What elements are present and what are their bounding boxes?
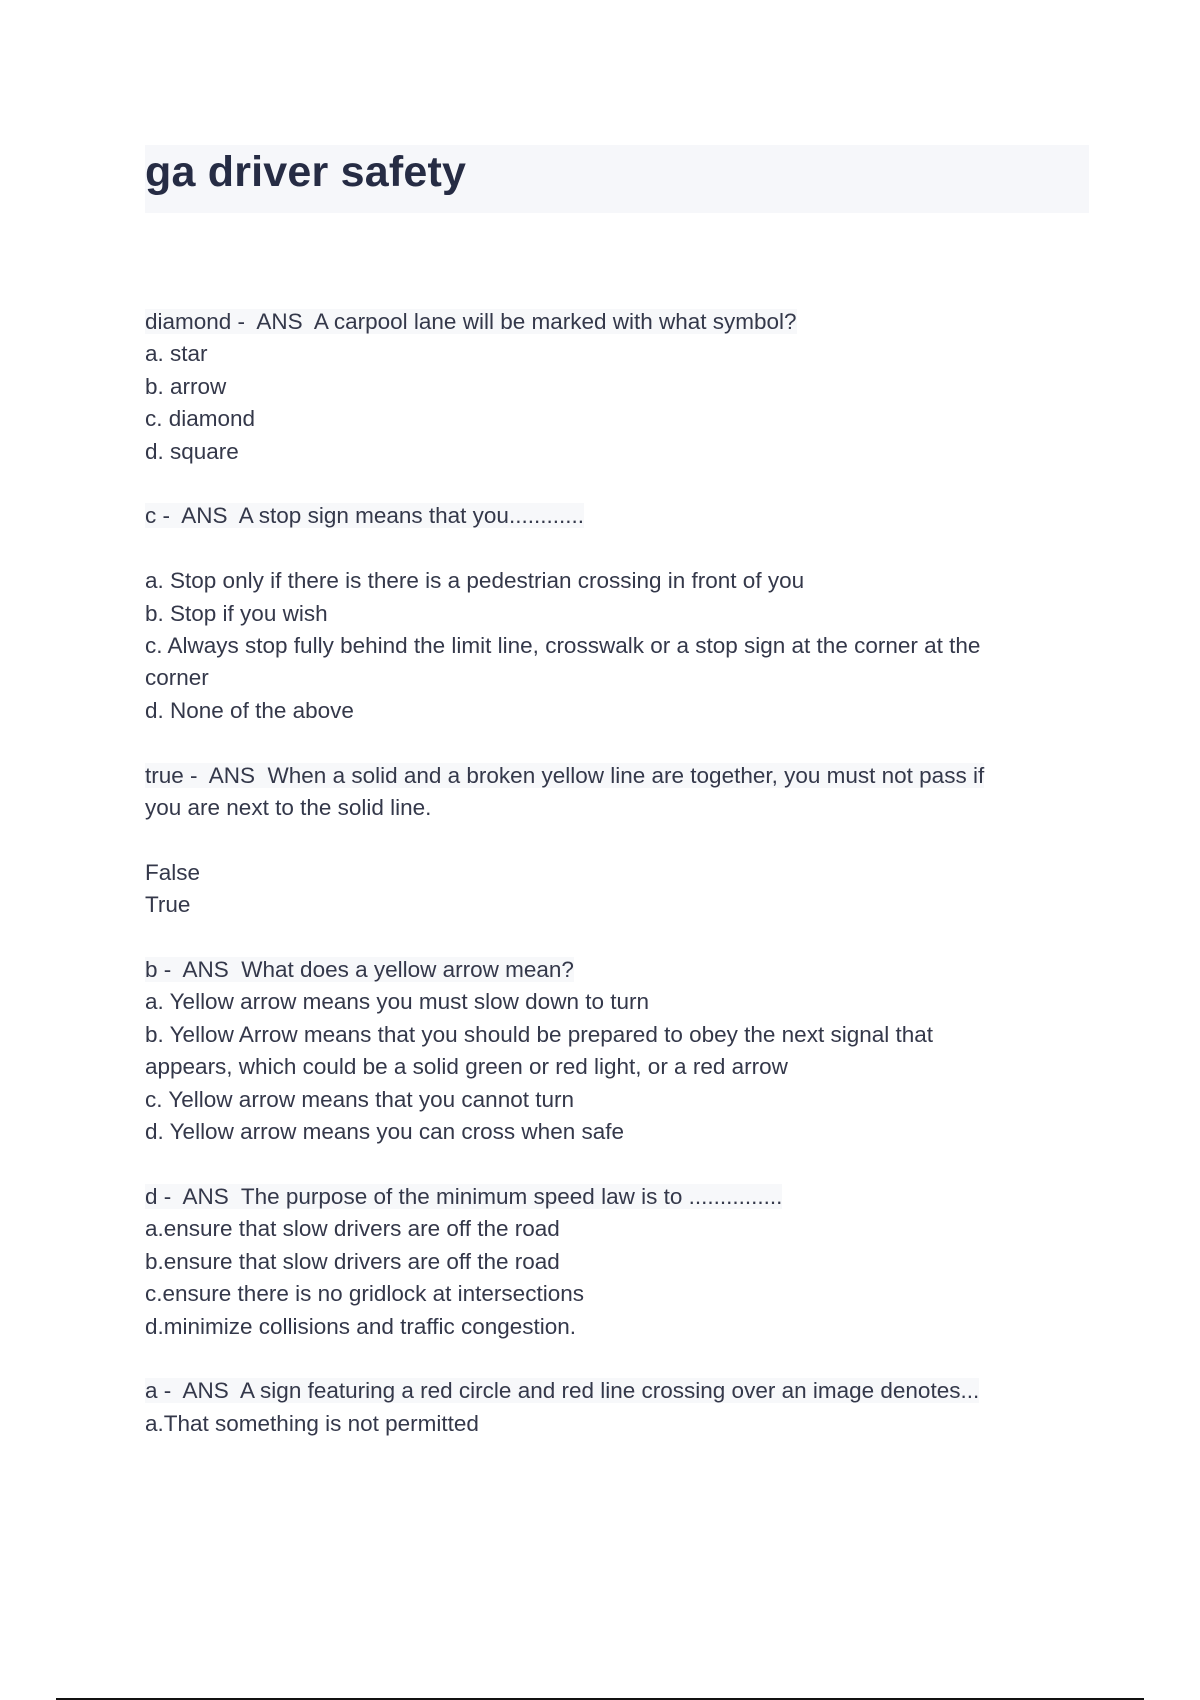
option-line: b.ensure that slow drivers are off the road: [145, 1248, 560, 1274]
option-line: b. arrow: [145, 373, 227, 399]
qa-item: [145, 1181, 1075, 1343]
question-line: diamond - ANS A carpool lane will be marked with what symbol?: [145, 309, 797, 334]
question-line: b - ANS What does a yellow arrow mean?: [145, 957, 574, 983]
option-line: a. Yellow arrow means you must slow down to turn: [145, 989, 649, 1015]
qa-item: [145, 760, 1075, 922]
question-line: a - ANS A sign featuring a red circle and red line crossing over an image denotes...: [145, 1378, 980, 1404]
option-line: d. None of the above: [145, 697, 354, 723]
question-line-continued: you are next to the solid line.: [145, 795, 432, 821]
option-line: False: [145, 859, 201, 885]
option-line: c.ensure there is no gridlock at intersections: [145, 1281, 584, 1307]
question-line: true - ANS When a solid and a broken yellow line are together, you must not pass if: [145, 762, 985, 788]
option-line: d.minimize collisions and traffic congestion.: [145, 1313, 577, 1339]
option-line: True: [145, 892, 191, 918]
qa-item: [145, 1375, 1075, 1440]
option-line: c. Always stop fully behind the limit line, crosswalk or a stop sign at the corner at the: [145, 633, 981, 659]
option-line: corner: [145, 665, 209, 691]
qa-item: [145, 954, 1075, 1148]
qa-item: [145, 306, 1075, 468]
spacer: [145, 533, 1075, 565]
option-line: b. Stop if you wish: [145, 600, 328, 626]
option-line: d. square: [145, 438, 239, 464]
option-line: b. Yellow Arrow means that you should be prepared to obey the next signal that: [145, 1021, 934, 1047]
qa-item: [145, 500, 1075, 727]
option-line: d. Yellow arrow means you can cross when safe: [145, 1119, 625, 1145]
option-line: c. diamond: [145, 406, 256, 432]
option-line: a.ensure that slow drivers are off the road: [145, 1216, 560, 1242]
option-line: appears, which could be a solid green or red light, or a red arrow: [145, 1054, 788, 1080]
question-line: c - ANS A stop sign means that you............: [145, 503, 584, 529]
option-line: a. star: [145, 341, 208, 367]
option-line: a. Stop only if there is there is a pedestrian crossing in front of you: [145, 568, 805, 594]
qa-list: [145, 306, 1075, 1473]
option-line: a.That something is not permitted: [145, 1410, 479, 1436]
question-line: d - ANS The purpose of the minimum speed law is to ...............: [145, 1183, 783, 1209]
spacer: [145, 824, 1075, 856]
page-title: ga driver safety: [145, 148, 467, 196]
option-line: c. Yellow arrow means that you cannot turn: [145, 1086, 574, 1112]
